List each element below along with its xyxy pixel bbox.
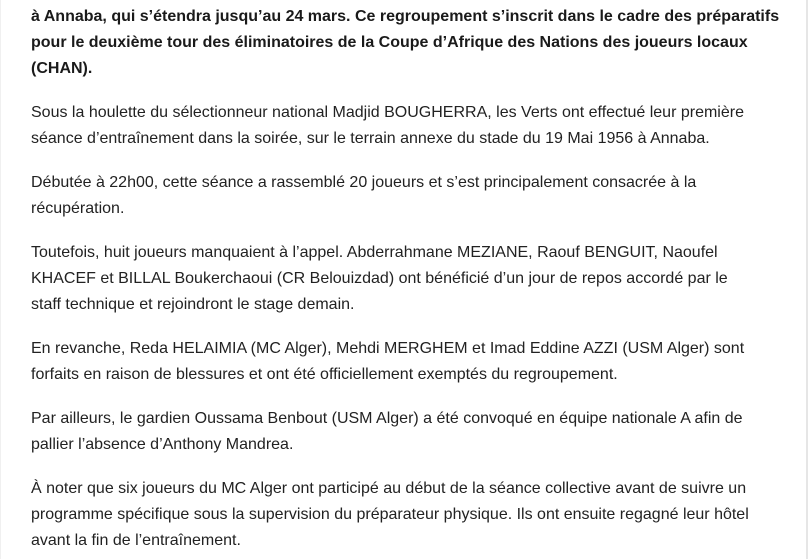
paragraph-line: staff technique et rejoindront le stage demain. xyxy=(31,296,355,313)
paragraph-line: À noter que six joueurs du MC Alger ont participé au début de la séance collective avant de suivre un xyxy=(31,480,747,497)
paragraph-injured-players xyxy=(31,336,791,388)
lead-paragraph xyxy=(31,4,791,82)
paragraph-session-start xyxy=(31,170,791,222)
paragraph-line: Par ailleurs, le gardien Oussama Benbout (USM Alger) a été convoqué en équipe nationale A afin de xyxy=(31,410,743,427)
paragraph-line: avant la fin de l’entraînement. xyxy=(31,532,241,549)
paragraph-line: Toutefois, huit joueurs manquaient à l’appel. Abderrahmane MEZIANE, Raouf BENGUIT, Naoufel xyxy=(31,244,718,261)
paragraph-line: Débutée à 22h00, cette séance a rassemblé 20 joueurs et s’est principalement consacrée à la xyxy=(31,174,697,191)
paragraph-line: récupération. xyxy=(31,200,125,217)
paragraph-line: pallier l’absence d’Anthony Mandrea. xyxy=(31,436,294,453)
paragraph-coach-session xyxy=(31,100,791,152)
lead-line: à Annaba, qui s’étendra jusqu’au 24 mars. Ce regroupement s’inscrit dans le cadre des préparatifs xyxy=(31,8,780,25)
paragraph-goalkeeper xyxy=(31,406,791,458)
paragraph-line: séance d’entraînement dans la soirée, sur le terrain annexe du stade du 19 Mai 1956 à Annaba. xyxy=(31,130,710,147)
paragraph-mc-alger xyxy=(31,476,791,554)
paragraph-absent-players xyxy=(31,240,791,318)
paragraph-line: KHACEF et BILLAL Boukerchaoui (CR Belouizdad) ont bénéficié d’un jour de repos accordé par le xyxy=(31,270,728,287)
left-border xyxy=(0,0,1,559)
lead-line: (CHAN). xyxy=(31,60,93,77)
article-body xyxy=(31,0,791,554)
paragraph-line: forfaits en raison de blessures et ont été officiellement exemptés du regroupement. xyxy=(31,366,618,383)
lead-line: pour le deuxième tour des éliminatoires de la Coupe d’Afrique des Nations des joueurs locaux xyxy=(31,34,748,51)
paragraph-line: En revanche, Reda HELAIMIA (MC Alger), Mehdi MERGHEM et Imad Eddine AZZI (USM Alger) sont xyxy=(31,340,745,357)
paragraph-line: programme spécifique sous la supervision du préparateur physique. Ils ont ensuite regagné leur hôtel xyxy=(31,506,749,523)
paragraph-line: Sous la houlette du sélectionneur national Madjid BOUGHERRA, les Verts ont effectué leur première xyxy=(31,104,744,121)
